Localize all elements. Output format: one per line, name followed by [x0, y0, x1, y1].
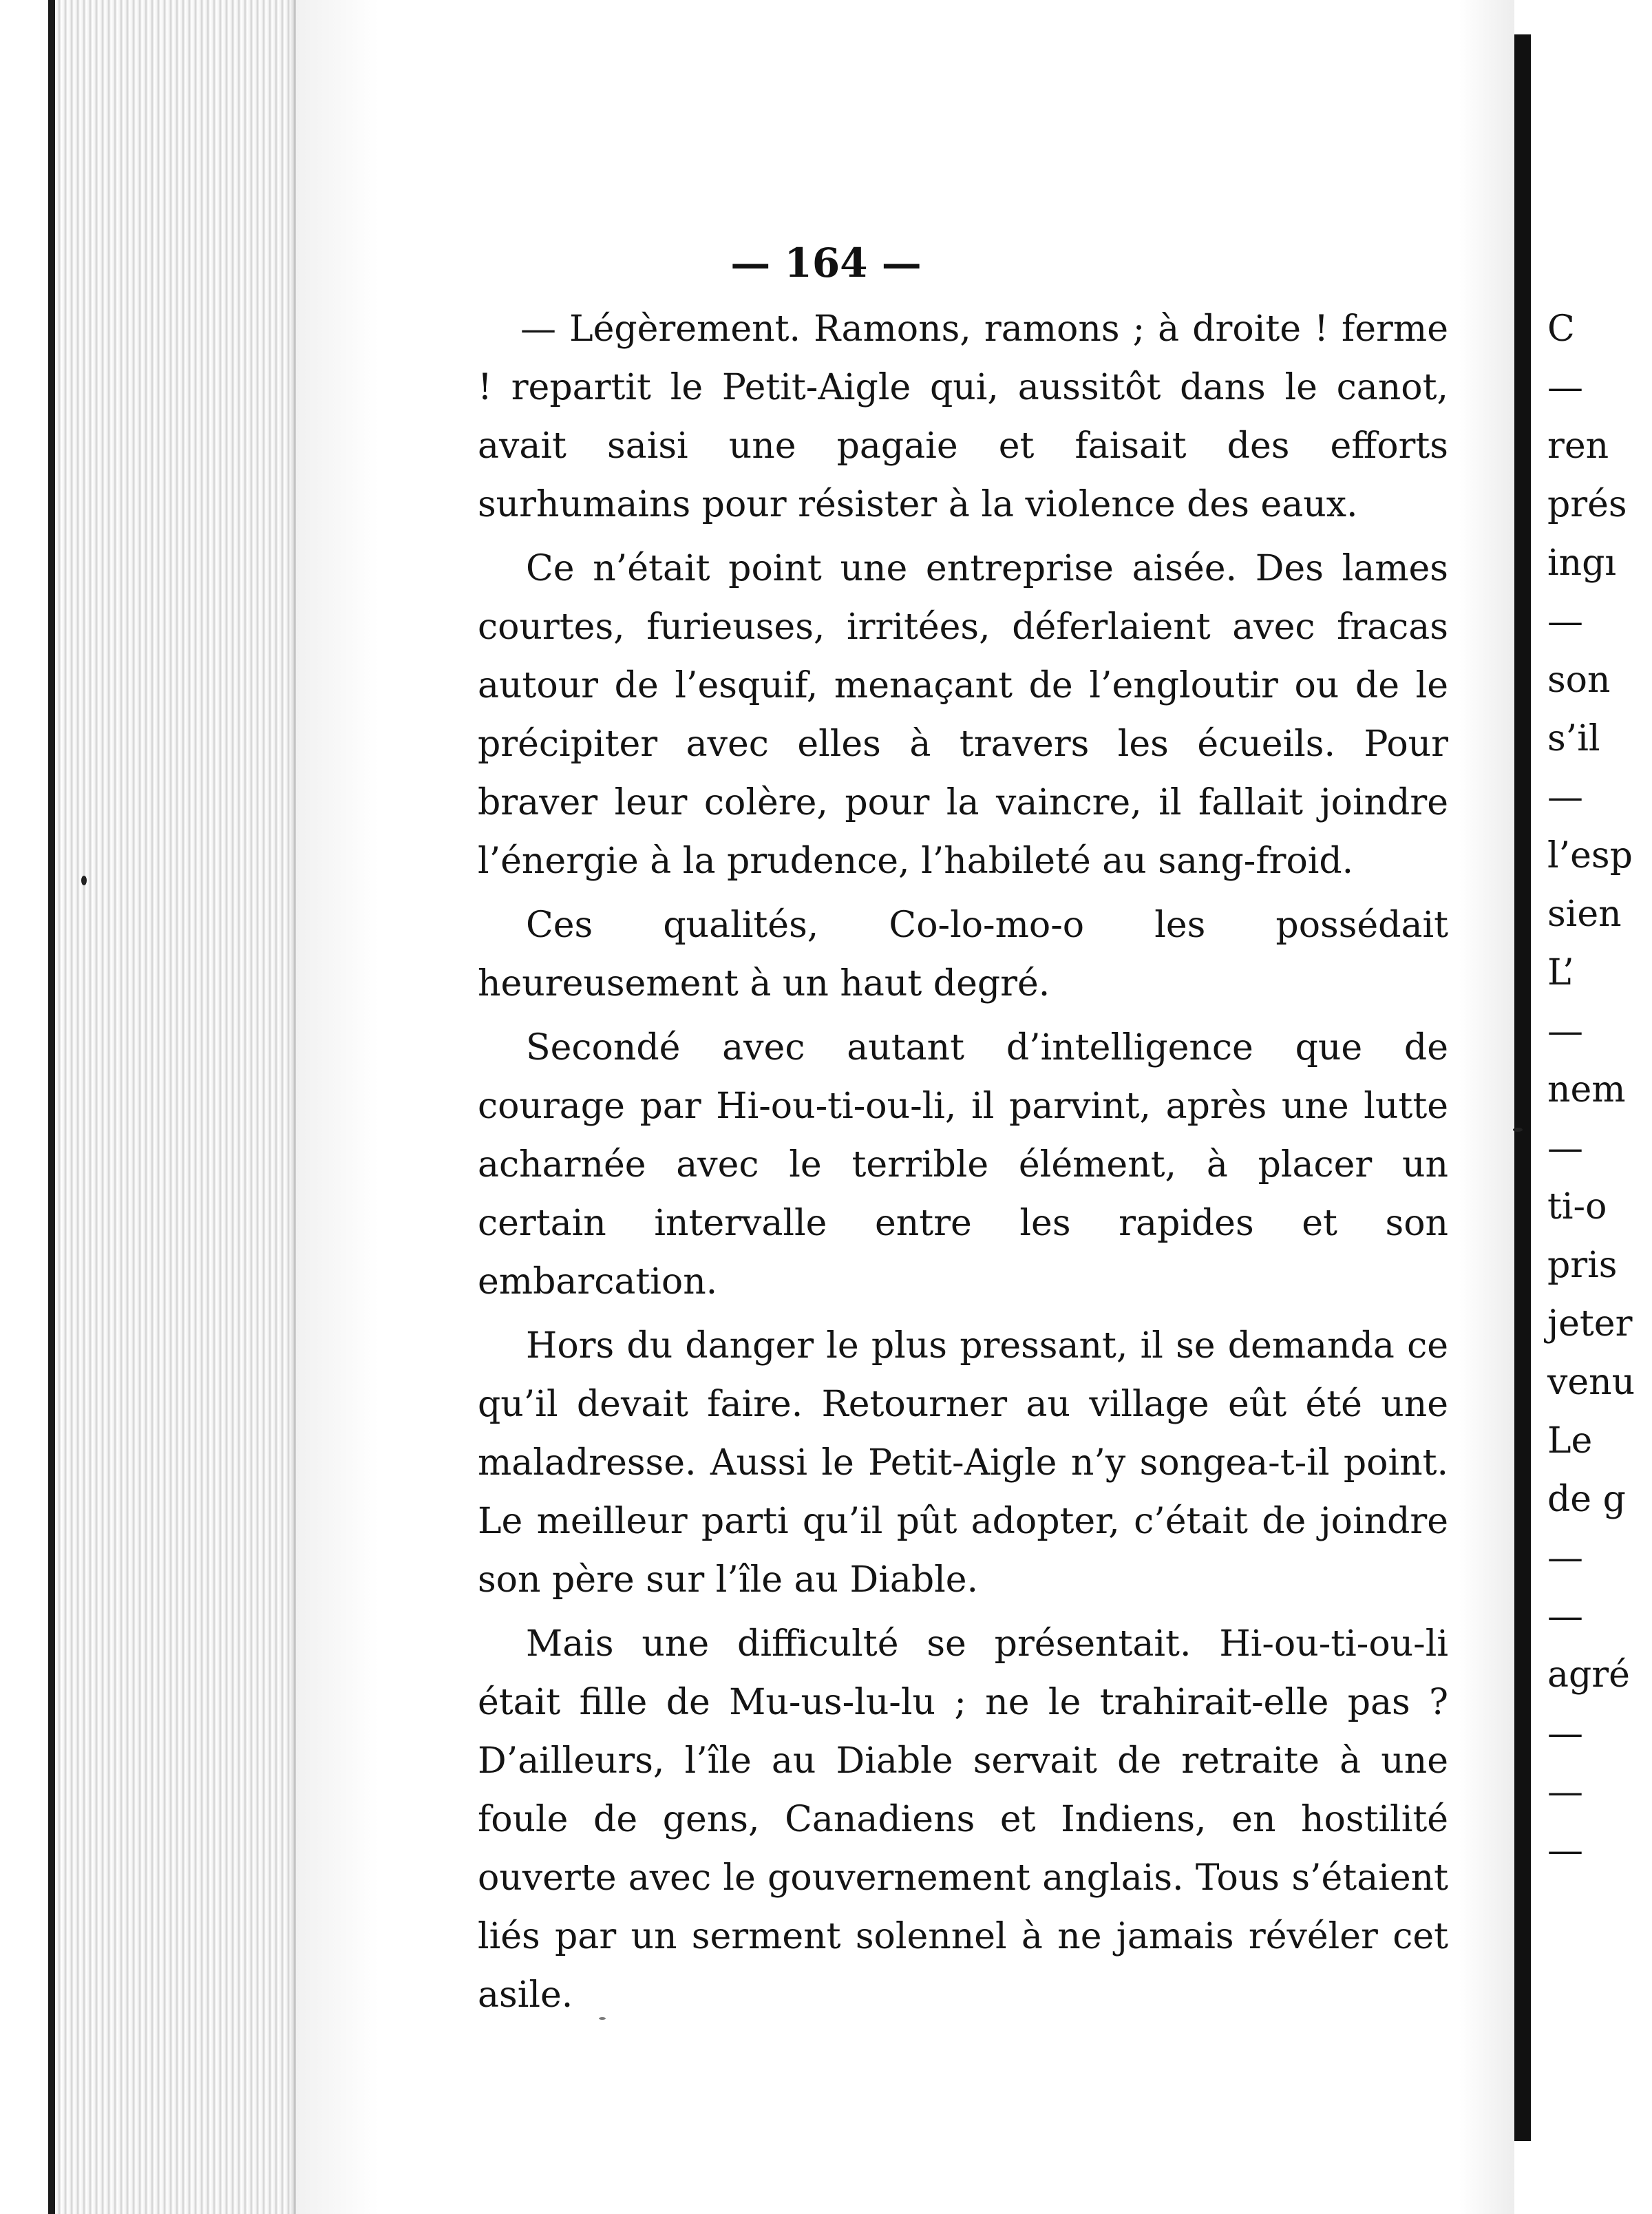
- facing-line: —: [1547, 1011, 1583, 1052]
- paragraph-2: Ce n’était point une entreprise aisée. Des lames courtes, furieuses, irritées, déferlaient avec fracas autour de l’esquif, menaçant de l’engloutir ou de le précipiter avec elles à travers les écueils. Pour braver leur colère, pour la vaincre, il fallait joindre l’énergie à la prudence, l’habileté au sang-froid.: [478, 548, 1448, 882]
- facing-line: —: [1547, 601, 1583, 642]
- facing-page-text: [1547, 300, 1652, 1880]
- book-page-edges: [48, 0, 303, 2214]
- facing-line: son: [1547, 660, 1611, 701]
- ink-speck: [81, 876, 87, 885]
- facing-line: ren: [1547, 425, 1609, 467]
- facing-line: —: [1547, 367, 1583, 408]
- paragraph-6: Mais une difficulté se présentait. Hi-ou-ti-ou-li était fille de Mu-us-lu-lu ; ne le trahirait-elle pas ? D’ailleurs, l’île au Diable servait de retraite à une foule de gens, Canadiens et Indiens, en hostilité ouverte avec le gouvernement anglais. Tous s’étaient liés par un serment solennel à ne jamais révéler cet asile.: [478, 1623, 1448, 2016]
- facing-line: —: [1547, 1128, 1583, 1169]
- ink-speck: [599, 2017, 606, 2020]
- facing-line: ingı: [1547, 542, 1617, 584]
- facing-line: C: [1547, 308, 1575, 350]
- facing-line: venu: [1547, 1362, 1635, 1403]
- facing-line: prés: [1547, 484, 1627, 525]
- body-text: [478, 300, 1448, 2030]
- facing-line: pris: [1547, 1245, 1618, 1286]
- facing-line: Le: [1547, 1420, 1593, 1462]
- book-gutter: [1514, 34, 1531, 2141]
- facing-line: —: [1547, 1830, 1583, 1871]
- paragraph-5: Hors du danger le plus pressant, il se demanda ce qu’il devait faire. Retourner au village eût été une maladresse. Aussi le Petit-Aigle n’y songea-t-il point. Le meilleur parti qu’il pût adopter, c’était de joindre son père sur l’île au Diable.: [478, 1325, 1448, 1601]
- facing-line: —: [1547, 777, 1583, 818]
- page-number: — 164 —: [730, 240, 922, 286]
- facing-line: —: [1547, 1771, 1583, 1813]
- facing-line: —: [1547, 1596, 1583, 1637]
- paragraph-1: — Légèrement. Ramons, ramons ; à droite ! ferme ! repartit le Petit-Aigle qui, aussitôt dans le canot, avait saisi une pagaie et faisait des efforts surhumains pour résister à la violence des eaux.: [478, 308, 1448, 525]
- facing-line: s’il: [1547, 718, 1600, 759]
- ink-speck: [1513, 1128, 1523, 1132]
- facing-line: —: [1547, 1537, 1583, 1579]
- facing-line: sien: [1547, 894, 1622, 935]
- facing-line: L’: [1547, 952, 1574, 993]
- paragraph-4: Secondé avec autant d’intelligence que de courage par Hi-ou-ti-ou-li, il parvint, après une lutte acharnée avec le terrible élément, à placer un certain intervalle entre les rapides et son embarcation.: [478, 1027, 1448, 1303]
- paragraph-3: Ces qualités, Co-lo-mo-o les possédait heureusement à un haut degré.: [478, 905, 1448, 1004]
- facing-line: —: [1547, 1713, 1583, 1754]
- facing-line: l’esp: [1547, 835, 1633, 876]
- facing-line: agré: [1547, 1654, 1630, 1696]
- facing-line: nem: [1547, 1069, 1626, 1110]
- facing-line: ti-o: [1547, 1186, 1607, 1227]
- facing-line: de g: [1547, 1479, 1626, 1520]
- facing-line: jeter: [1547, 1303, 1633, 1345]
